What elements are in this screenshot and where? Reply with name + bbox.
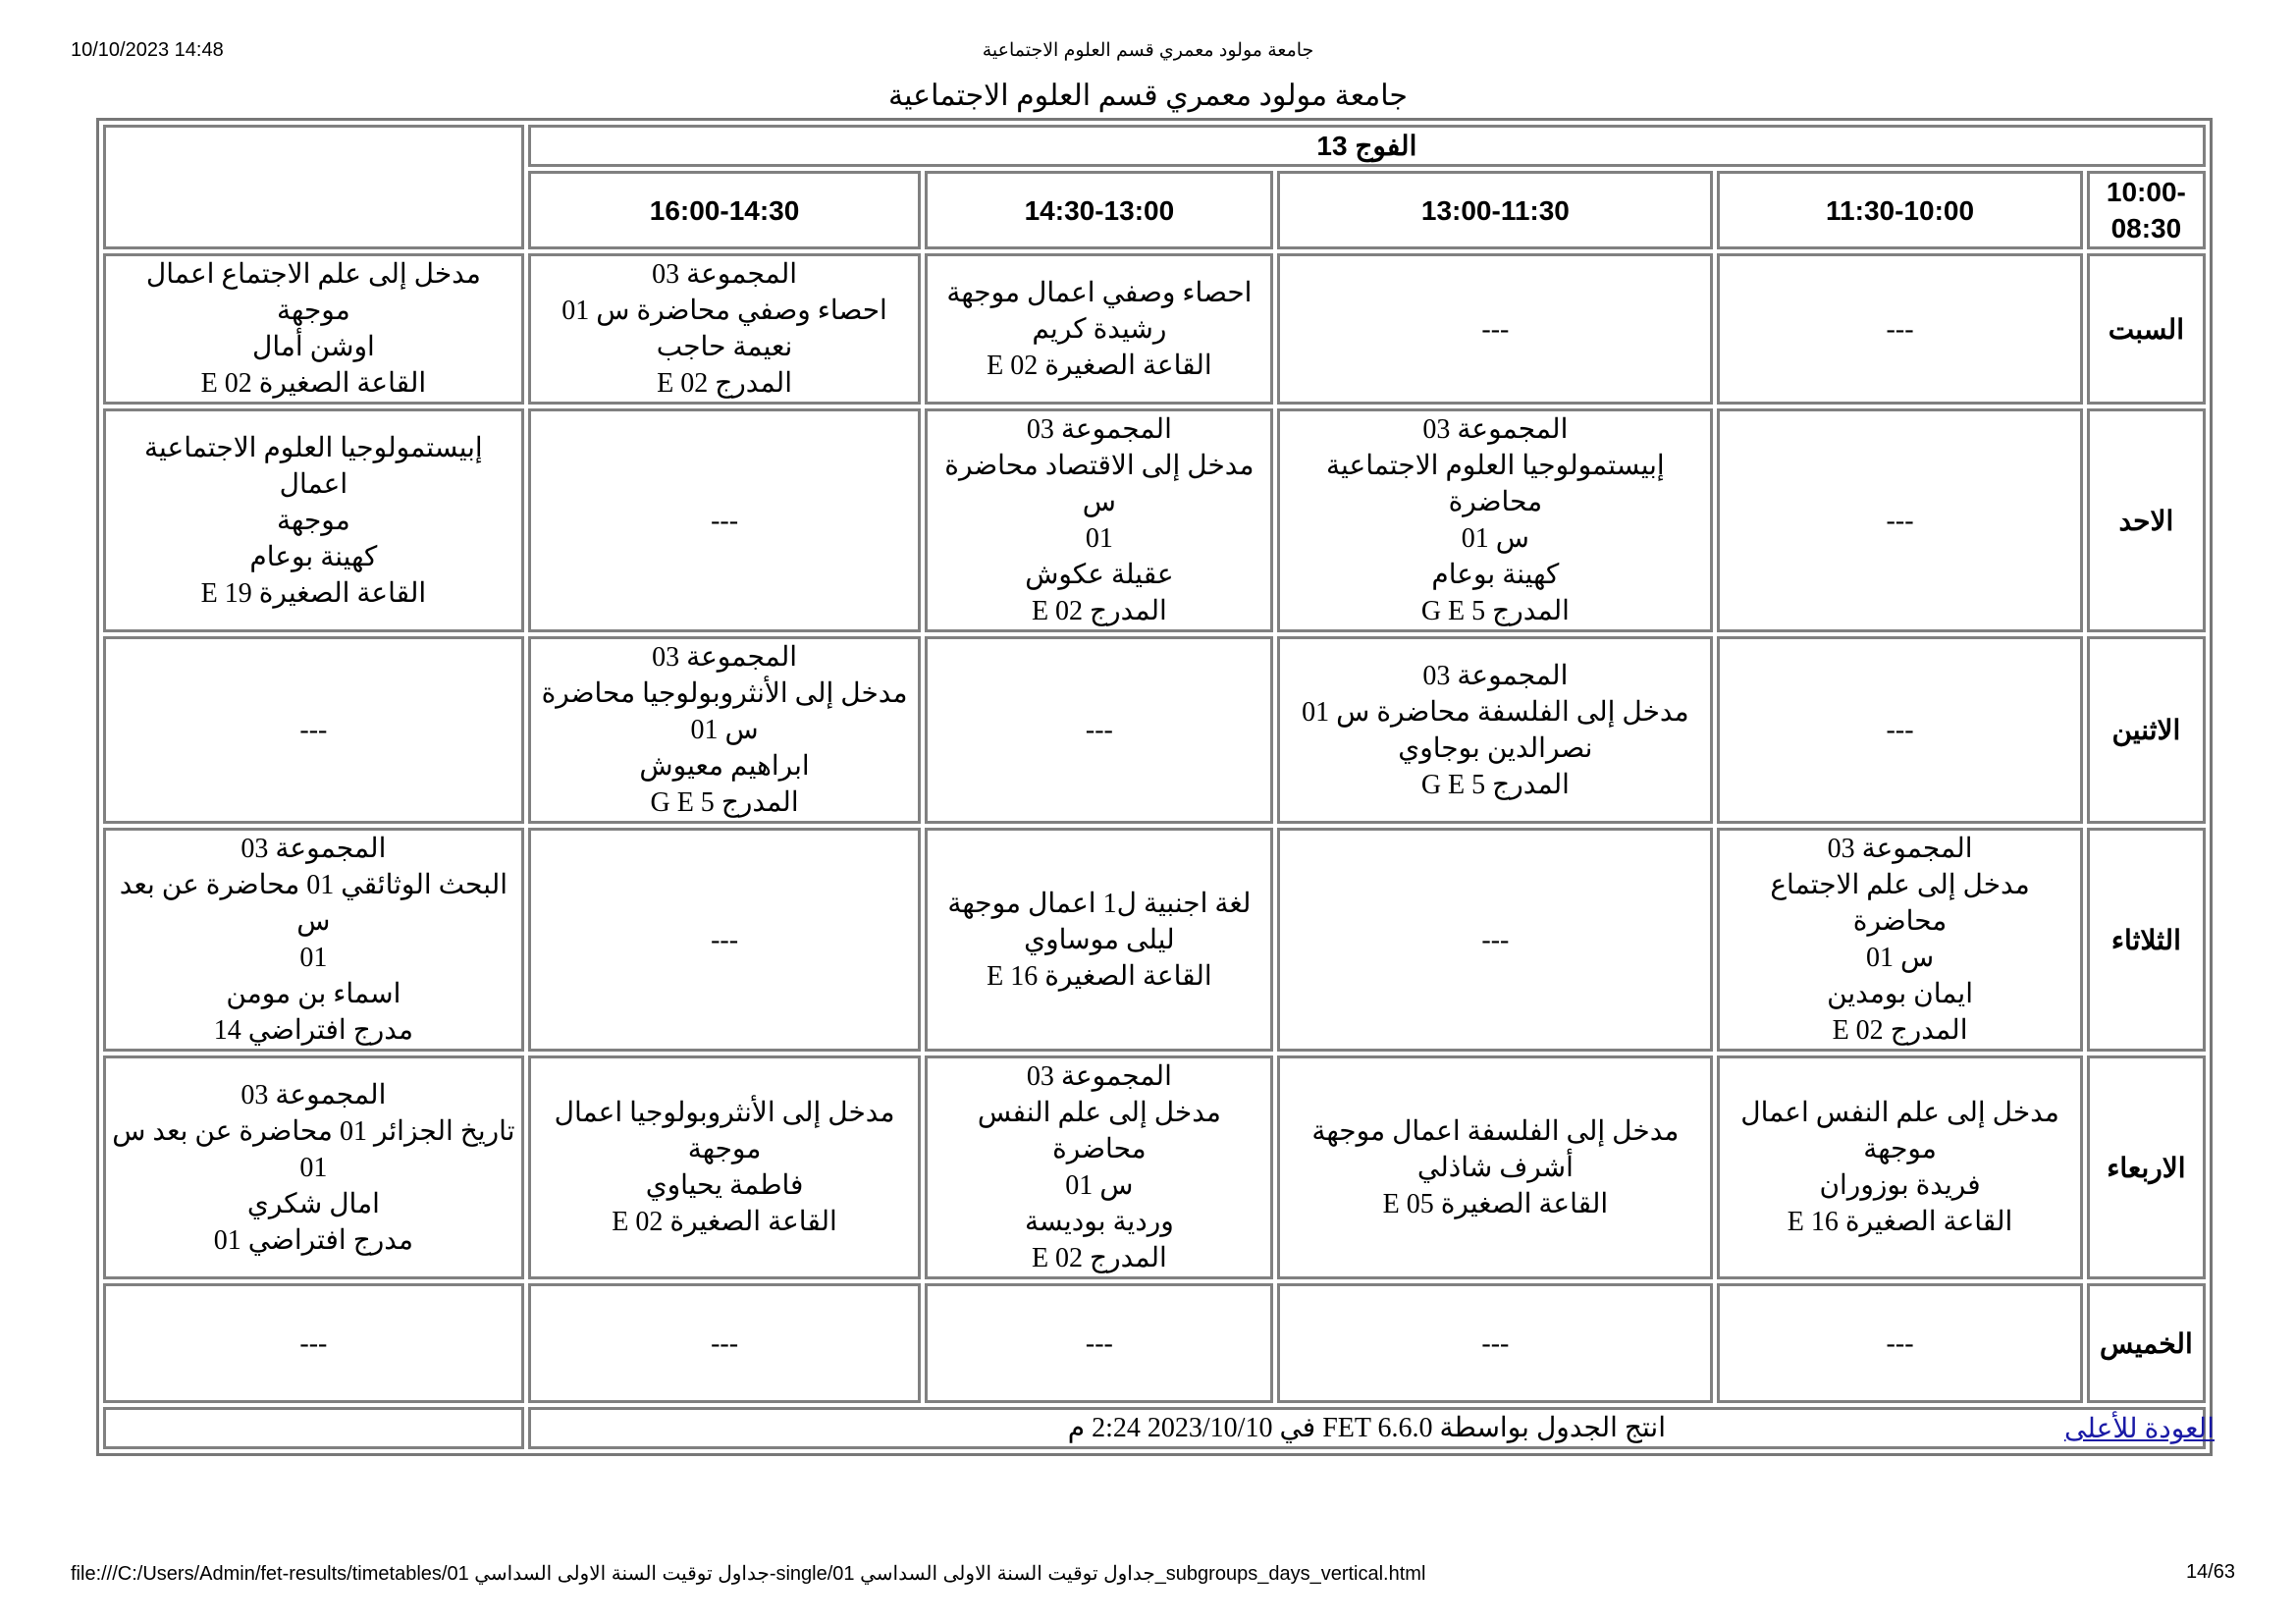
cell-line: المدرج G E 5 [650,787,799,818]
timetable-cell [1277,1055,1713,1279]
cell-line: المجموعة 03 [1026,1061,1172,1092]
cell-line: مدخل إلى الأنثروبولوجيا اعمال [554,1098,895,1128]
cell-line: مدرج افتراضي 14 [213,1015,413,1046]
cell-line: --- [1886,313,1914,345]
time-slot-header: 16:00-14:30 [528,171,922,249]
cell-line: المدرج E 02 [1031,1243,1167,1273]
timetable-cell [528,1283,922,1403]
cell-line: القاعة الصغيرة E 05 [1382,1188,1609,1219]
cell-line: مدخل إلى علم النفس محاضرة [977,1098,1221,1164]
timetable-cell [1277,828,1713,1052]
cell-line: القاعة الصغيرة E 19 [200,577,427,609]
cell-line: --- [1481,313,1510,345]
timetable-cell [1717,1283,2082,1403]
timetable-cell [103,408,524,632]
cell-line: إبيستمولوجيا العلوم الاجتماعية محاضرة [1326,451,1665,517]
cell-line: احصاء وصفي اعمال موجهة [946,277,1253,308]
cell-line: القاعة الصغيرة E 02 [200,368,427,399]
cell-line: --- [1085,715,1113,745]
cell-line: مدرج افتراضي 01 [213,1224,413,1256]
day-row [103,253,2206,405]
cell-line: --- [711,1327,739,1359]
timetable-cell [1717,253,2082,405]
cell-line: ليلى موساوي [1024,924,1175,955]
cell-line: --- [1886,505,1914,536]
cell-line: لغة اجنبية ل1 اعمال موجهة [947,888,1252,919]
corner-cell [103,125,524,249]
cell-line: مدخل إلى علم الاجتماع اعمال موجهة [145,259,481,326]
cell-line: امال شكري [246,1188,380,1219]
cell-line: مدخل إلى الأنثروبولوجيا محاضرة [541,678,908,709]
group-title: الفوج 13 [528,125,2206,167]
cell-line: 01 [1085,523,1113,554]
footer-blank-cell [103,1407,524,1449]
generated-by-note: انتج الجدول بواسطة FET 6.6.0 في 2023/10/10 2:24 م [528,1407,2206,1449]
timetable-cell [925,253,1273,405]
time-slot-header: 11:30-10:00 [1717,171,2082,249]
cell-line: احصاء وصفي محاضرة س 01 [561,296,887,326]
cell-line: المجموعة 03 [240,1079,387,1110]
cell-line: 01 [299,943,328,973]
timetable-cell [925,636,1273,824]
timetable-cell [1717,828,2082,1052]
cell-line: المجموعة 03 [652,259,798,290]
day-label: الاحد [2087,408,2206,632]
timetable-cell [528,636,922,824]
time-slot-header: 14:30-13:00 [925,171,1273,249]
timetable-cell [528,1055,922,1279]
time-slot-header: 13:00-11:30 [1277,171,1713,249]
cell-line: ايمان بومدين [1827,979,1973,1009]
timetable-cell [1277,636,1713,824]
timetable-cell [925,1055,1273,1279]
cell-line: نصرالدين بوجاوي [1398,732,1593,764]
cell-line: مدخل إلى علم الاجتماع محاضرة [1770,870,2030,937]
cell-line: وردية بوديسة [1024,1207,1174,1237]
cell-line: القاعة الصغيرة E 02 [987,350,1212,381]
cell-line: مدخل إلى الفلسفة محاضرة س 01 [1302,696,1689,728]
print-page-number: 14/63 [2185,1561,2235,1583]
cell-line: المجموعة 03 [240,834,387,864]
day-row [103,1283,2206,1403]
cell-line: اسماء بن مومن [226,979,401,1009]
cell-line: 01 [299,1152,328,1183]
day-row [103,828,2206,1052]
cell-line: فريدة بوزوران [1819,1170,1981,1201]
cell-line: القاعة الصغيرة E 16 [1787,1207,2013,1237]
cell-line: --- [1886,1327,1914,1359]
cell-line: --- [1886,715,1914,745]
cell-line: البحث الوثائقي 01 محاضرة عن بعد س [119,870,508,937]
timetable-cell [1277,1283,1713,1403]
timetable-cell [103,1283,524,1403]
timetable-cell [103,636,524,824]
cell-line: --- [1481,1327,1510,1359]
cell-line: إبيستمولوجيا العلوم الاجتماعية اعمال [144,432,483,500]
cell-line: عقيلة عكوش [1025,560,1174,590]
cell-line: --- [711,505,739,536]
cell-line: مدخل إلى الفلسفة اعمال موجهة [1311,1115,1680,1147]
cell-line: المجموعة 03 [1827,834,1973,864]
cell-line: القاعة الصغيرة E 16 [987,960,1212,992]
cell-line: --- [1085,1327,1113,1359]
day-label: الاربعاء [2087,1055,2206,1279]
cell-line: كهينة بوعام [249,541,378,572]
page-title: جامعة مولود معمري قسم العلوم الاجتماعية [888,80,1408,112]
timetable-cell [528,253,922,405]
cell-line: موجهة [687,1134,762,1164]
timetable-cell [1277,253,1713,405]
print-file-path: file:///C:/Users/Admin/fet-results/timetables/01 جداول توقيت السنة الاولى السداسي-single/01 جداول توقيت السنة الاولى السداسي_subgroups_days_vertical.html [71,1563,1426,1585]
cell-line: موجهة [277,505,350,536]
day-label: السبت [2087,253,2206,405]
cell-line: --- [299,1327,328,1359]
timetable-cell [103,1055,524,1279]
timetable-cell [103,253,524,405]
timetable-cell [528,408,922,632]
day-row [103,408,2206,632]
day-label: الخميس [2087,1283,2206,1403]
timetable-cell [1277,408,1713,632]
day-label: الاثنين [2087,636,2206,824]
cell-line: --- [711,924,739,955]
cell-line: المدرج G E 5 [1420,596,1570,626]
cell-line: المدرج G E 5 [1420,769,1570,800]
day-row [103,1055,2206,1279]
cell-line: مدخل إلى علم النفس اعمال موجهة [1740,1098,2059,1164]
cell-line: --- [299,715,328,745]
timetable-cell [103,828,524,1052]
cell-line: تاريخ الجزائر 01 محاضرة عن بعد س [112,1115,515,1147]
cell-line: المدرج E 02 [657,368,792,399]
cell-line: --- [1481,924,1510,955]
cell-line: رشيدة كريم [1032,313,1167,345]
cell-line: أشرف شاذلي [1416,1152,1574,1183]
back-to-top-link[interactable]: العودة للأعلى [2064,1414,2215,1444]
print-title: جامعة مولود معمري قسم العلوم الاجتماعية [982,40,1314,61]
print-datetime: 10/10/2023 14:48 [71,39,224,61]
cell-line: القاعة الصغيرة E 02 [612,1207,837,1237]
cell-line: اوشن أمال [252,332,375,362]
cell-line: المجموعة 03 [1422,414,1569,445]
cell-line: س 01 [1461,523,1529,554]
timetable-cell [1717,408,2082,632]
cell-line: كهينة بوعام [1431,560,1560,590]
cell-line: المدرج E 02 [1031,596,1167,626]
timetable-cell [925,408,1273,632]
cell-line: المجموعة 03 [1026,414,1172,445]
timetable [96,118,2213,1456]
cell-line: ابراهيم معيوش [639,751,810,782]
cell-line: فاطمة يحياوي [645,1170,804,1201]
cell-line: المجموعة 03 [652,642,798,673]
timetable-cell [528,828,922,1052]
day-label: الثلاثاء [2087,828,2206,1052]
timetable-cell [925,1283,1273,1403]
day-row [103,636,2206,824]
timetable-cell [1717,636,2082,824]
cell-line: س 01 [1065,1170,1134,1201]
cell-line: المجموعة 03 [1422,660,1569,691]
time-slot-header: 10:00-08:30 [2087,171,2206,249]
cell-line: نعيمة حاجب [656,332,793,362]
timetable-cell [925,828,1273,1052]
timetable-cell [1717,1055,2082,1279]
cell-line: س 01 [690,715,759,745]
cell-line: مدخل إلى الاقتصاد محاضرة س [944,451,1255,517]
cell-line: س 01 [1865,943,1935,973]
cell-line: المدرج E 02 [1832,1015,1968,1046]
